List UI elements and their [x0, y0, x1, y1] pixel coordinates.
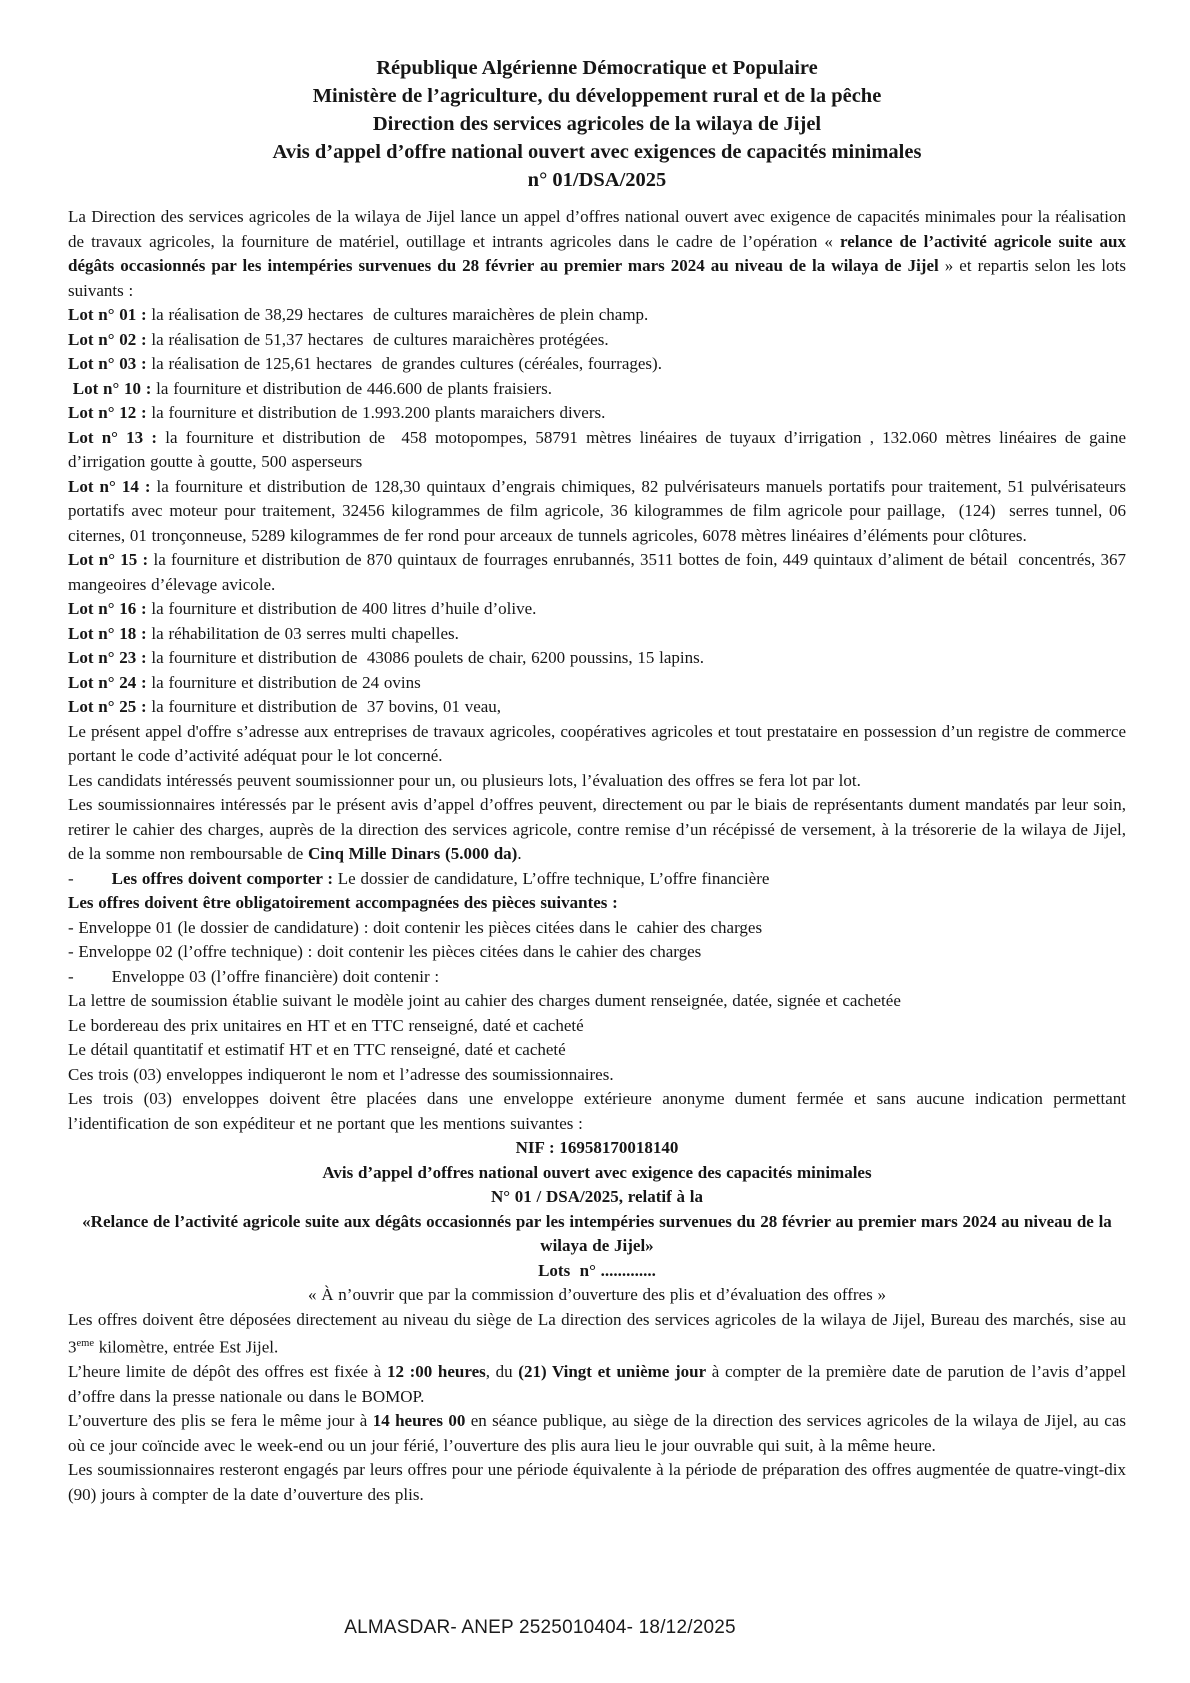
footer-anep-reference: ALMASDAR- ANEP 2525010404- 18/12/2025: [344, 1617, 736, 1638]
paragraph-retrait-cahier: [68, 793, 1126, 867]
text-run: - Enveloppe 01 (le dossier de candidature) : doit contenir les pièces citées dans le cahier des charges: [68, 917, 763, 937]
lot-item-15: [68, 548, 1126, 597]
text-run: Lot n° 14 :: [68, 476, 151, 496]
text-run: la fourniture et distribution de 37 bovins, 01 veau,: [146, 697, 502, 716]
paragraph-offres-comporter: [68, 867, 1126, 892]
text-run: » et repartis selon les lots suivants :: [68, 256, 1126, 300]
doc-title-republic: [68, 54, 1126, 82]
text-run: Lot n° 12 :: [68, 403, 147, 422]
text-run: Les candidats intéressés peuvent soumissionner pour un, ou plusieurs lots, l’évaluation des offres se fera lot par lot.: [68, 770, 861, 790]
paragraph-heure-limite: [68, 1360, 1126, 1409]
text-run: «Relance de l’activité agricole suite aux dégâts occasionnés par les intempéries survenues du 28 février au premier mars 2024 au niveau de la wilaya de Jijel»: [82, 1211, 1112, 1255]
text-run: Le détail quantitatif et estimatif HT et en TTC renseigné, daté et cacheté: [68, 1040, 566, 1059]
paragraph-addressees: [68, 720, 1126, 769]
text-run: la réalisation de 125,61 hectares de grandes cultures (céréales, fourrages).: [146, 354, 662, 373]
text-run: Direction des services agricoles de la wilaya de Jijel: [372, 113, 822, 135]
lot-item-16: [68, 597, 1126, 622]
document-body: [68, 54, 1126, 1507]
paragraph-bordereau: [68, 1014, 1126, 1039]
text-run: Le bordereau des prix unitaires en HT et en TTC renseigné, daté et cacheté: [68, 1015, 584, 1035]
paragraph-enveloppe-02: [68, 940, 1126, 965]
text-run: eme: [76, 1338, 95, 1349]
text-run: Lot n° 03 :: [68, 354, 147, 373]
paragraph-lettre-soumission: [68, 989, 1126, 1014]
paragraph-pieces-suivantes: [68, 891, 1126, 916]
text-run: Lot n° 10 :: [68, 378, 152, 398]
lot-item-03: [68, 352, 1126, 377]
text-run: Lot n° 15 :: [68, 550, 149, 569]
text-run: (21) Vingt et unième jour: [518, 1362, 707, 1382]
paragraph-detail-quantitatif: [68, 1038, 1126, 1063]
text-run: , du: [485, 1362, 519, 1382]
text-run: kilomètre, entrée Est Jijel.: [94, 1337, 279, 1357]
paragraph-engagement-offres: [68, 1458, 1126, 1507]
doc-title-avis: [68, 138, 1126, 166]
text-run: la réhabilitation de 03 serres multi chapelles.: [146, 623, 459, 643]
mention-nif: [68, 1136, 1126, 1161]
text-run: 14 heures 00: [372, 1411, 466, 1431]
text-run: La Direction des services agricoles de la wilaya de Jijel lance un appel d’offres national ouvert avec exigence de capacités minimales pour la réalisation de travaux agricoles, la fourniture de matériel, outillage et intrants agricoles dans le cadre de l’opération «: [68, 207, 1126, 251]
text-run: Lot n° 18 :: [68, 623, 147, 643]
lot-item-24: [68, 671, 1126, 696]
doc-title-direction: [68, 110, 1126, 138]
paragraph-depot-adresse: [68, 1308, 1126, 1361]
text-run: la fourniture et distribution de 128,30 quintaux d’engrais chimiques, 82 pulvérisateurs manuels portatifs pour traitement, 51 pulvérisateurs portatifs avec moteur pour traitement, 32456 kilogrammes de film agricole, 36 kilogrammes de film agricole pour paillage, (124) serres tunnel, 06 citernes, 01 tronçonneuse, 5289 kilogrammes de fer rond pour arceaux de tunnels agricoles, 6078 mètres linéaires d’éléments pour clôtures.: [68, 476, 1126, 545]
text-run: Lots n° .............: [538, 1260, 656, 1280]
lot-item-01: [68, 303, 1126, 328]
intro-paragraph: [68, 205, 1126, 303]
mention-avis: [68, 1161, 1126, 1186]
text-run: Lot n° 16 :: [68, 599, 147, 618]
lot-item-02: [68, 328, 1126, 353]
text-run: L’ouverture des plis se fera le même jour à: [68, 1411, 373, 1431]
lot-item-23: [68, 646, 1126, 671]
text-run: à compter de la première date de parution de l’avis d’appel d’offre dans la presse nationale ou dans le BOMOP.: [68, 1362, 1127, 1406]
text-run: -: [68, 868, 112, 888]
text-run: Les offres doivent comporter :: [111, 868, 334, 888]
text-run: .: [517, 844, 522, 863]
lot-item-10: [68, 377, 1126, 402]
text-run: Lot n° 01 :: [68, 305, 147, 324]
text-run: la fourniture et distribution de 24 ovins: [146, 672, 421, 692]
text-run: Les soumissionnaires intéressés par le présent avis d’appel d’offres peuvent, directement ou par le biais de représentants dument mandatés par leur soin, retirer le cahier des charges, auprès de la direction des services agricole, contre remise d’un récépissé de versement, à la trésorerie de la wilaya de Jijel, de la somme non remboursable de: [68, 795, 1126, 863]
text-run: République Algérienne Démocratique et Populaire: [376, 57, 818, 79]
text-run: - Enveloppe 02 (l’offre technique) : doit contenir les pièces citées dans le cahier des charges: [68, 942, 702, 961]
text-run: la fourniture et distribution de 1.993.200 plants maraichers divers.: [146, 403, 606, 422]
doc-title-ministry: [68, 82, 1126, 110]
text-run: la fourniture et distribution de 446.600 de plants fraisiers.: [151, 378, 553, 398]
text-run: Le présent appel d'offre s’adresse aux entreprises de travaux agricoles, coopératives agricoles et tout prestataire en possession d’un registre de commerce portant le code d’activité adéquat pour le lot concerné.: [68, 721, 1126, 765]
mention-relance: [68, 1210, 1126, 1259]
text-run: Ministère de l’agriculture, du développement rural et de la pêche: [312, 85, 882, 107]
text-run: Avis d’appel d’offre national ouvert avec exigences de capacités minimales: [272, 141, 922, 163]
text-run: la réalisation de 38,29 hectares de cultures maraichères de plein champ.: [146, 305, 649, 324]
paragraph-candidates: [68, 769, 1126, 794]
text-run: 12 :00 heures: [386, 1362, 486, 1382]
text-run: Avis d’appel d’offres national ouvert avec exigence des capacités minimales: [322, 1162, 872, 1182]
paragraph-enveloppe-exterieure: [68, 1087, 1126, 1136]
lot-item-14: [68, 475, 1126, 549]
lot-item-13: [68, 426, 1126, 475]
text-run: N° 01 / DSA/2025, relatif à la: [490, 1187, 704, 1206]
lot-item-18: [68, 622, 1126, 647]
mention-numero: [68, 1185, 1126, 1210]
text-run: Lot n° 24 :: [68, 672, 147, 692]
text-run: la fourniture et distribution de 870 quintaux de fourrages enrubannés, 3511 bottes de foin, 449 quintaux d’aliment de bétail concentrés, 367 mangeoires d’élevage avicole.: [68, 550, 1126, 594]
lot-item-12: [68, 401, 1126, 426]
text-run: NIF : 16958170018140: [515, 1138, 679, 1157]
text-run: n° 01/DSA/2025: [527, 169, 667, 191]
text-run: - Enveloppe 03 (l’offre financière) doit contenir :: [68, 966, 440, 986]
text-run: la fourniture et distribution de 43086 poulets de chair, 6200 poussins, 15 lapins.: [146, 648, 704, 667]
text-run: Lot n° 02 :: [68, 329, 147, 349]
text-run: L’heure limite de dépôt des offres est fixée à: [68, 1362, 387, 1382]
text-run: la fourniture et distribution de 400 litres d’huile d’olive.: [146, 599, 537, 618]
text-run: Lot n° 25 :: [68, 697, 147, 716]
paragraph-trois-enveloppes-nom: [68, 1063, 1126, 1088]
text-run: Cinq Mille Dinars (5.000 da): [308, 844, 518, 863]
mention-lots-numero: [68, 1259, 1126, 1284]
text-run: Lot n° 23 :: [68, 648, 147, 667]
text-run: la fourniture et distribution de 458 motopompes, 58791 mètres linéaires de tuyaux d’irrigation , 132.060 mètres linéaires de gaine d’irrigation goutte à goutte, 500 asperseurs: [68, 427, 1126, 471]
text-run: « À n’ouvrir que par la commission d’ouverture des plis et d’évaluation des offres »: [308, 1285, 886, 1304]
text-run: Lot n° 13 :: [68, 427, 158, 447]
paragraph-enveloppe-01: [68, 916, 1126, 941]
text-run: La lettre de soumission établie suivant le modèle joint au cahier des charges dument renseignée, datée, signée et cachetée: [68, 991, 901, 1010]
text-run: la réalisation de 51,37 hectares de cultures maraichères protégées.: [146, 329, 609, 349]
text-run: Ces trois (03) enveloppes indiqueront le nom et l’adresse des soumissionnaires.: [68, 1064, 614, 1084]
text-run: Les soumissionnaires resteront engagés par leurs offres pour une période équivalente à la période de préparation des offres augmentée de quatre-vingt-dix (90) jours à compter de la date d’ouverture des plis.: [68, 1460, 1126, 1504]
text-run: Le dossier de candidature, L’offre technique, L’offre financière: [333, 868, 770, 888]
text-run: Les offres doivent être obligatoirement accompagnées des pièces suivantes :: [68, 893, 618, 912]
text-run: relance de l’activité agricole suite aux dégâts occasionnés par les intempéries survenues du 28 février au premier mars 2024 au niveau de la wilaya de Jijel: [68, 231, 1126, 275]
mention-ne-pas-ouvrir: [68, 1283, 1126, 1308]
paragraph-ouverture-plis: [68, 1409, 1126, 1458]
text-run: Les offres doivent être déposées directement au niveau du siège de La direction des services agricoles de la wilaya de Jijel, Bureau des marchés, sise au 3: [68, 1309, 1126, 1357]
paragraph-enveloppe-03: [68, 965, 1126, 990]
doc-title-number: [68, 166, 1126, 194]
text-run: Les trois (03) enveloppes doivent être placées dans une enveloppe extérieure anonyme dument fermée et sans aucune indication permettant l’identification de son expéditeur et ne portant que les mentions suivantes :: [68, 1089, 1126, 1133]
text-run: en séance publique, au siège de la direction des services agricoles de la wilaya de Jijel, au cas où ce jour coïncide avec le week-end ou un jour férié, l’ouverture des plis aura lieu le jour ouvrable qui suit, à la même heure.: [68, 1411, 1126, 1455]
lot-item-25: [68, 695, 1126, 720]
